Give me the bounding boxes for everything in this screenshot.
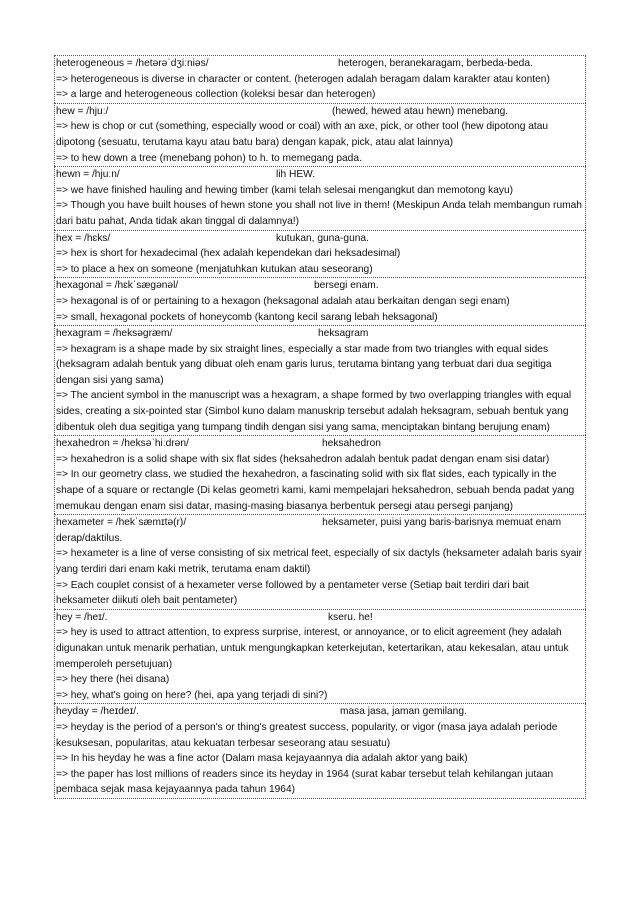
dictionary-entry xyxy=(54,230,586,278)
example-line: => In our geometry class, we studied the hexahedron, a fascinating solid with six flat sides, each typically in the shape of a square or rectangle (Di kelas geometri kami, kami mempelajari heksahedron, sebuah benda padat yang memukau dengan enam sisi datar, masing-masing biasanya berbentuk persegi atau persegi panjang) xyxy=(56,469,575,512)
translation: heksameter, puisi yang baris-barisnya memuat enam derap/daktilus. xyxy=(56,517,562,544)
translation: lih HEW. xyxy=(276,169,316,181)
translation: kutukan, guna-guna. xyxy=(276,232,369,244)
translation: heterogen, beranekaragam, berbeda-beda. xyxy=(338,58,533,69)
example-line: => Each couplet consist of a hexameter verse followed by a pentameter verse (Setiap bait terdiri dari bait heksameter diikuti oleh bait pentameter) xyxy=(56,579,529,607)
entry-header xyxy=(56,104,583,120)
entry-header xyxy=(56,326,583,342)
entry-header xyxy=(56,278,583,294)
headword: heyday = /heɪdeɪ/. xyxy=(56,706,139,718)
example-line: => hey, what's going on here? (hei, apa yang terjadi di sini?) xyxy=(56,689,328,701)
example-line: => the paper has lost millions of readers since its heyday in 1964 (surat kabar tersebut telah kehilangan jutaan pembaca sejak masa kejayaannya pada tahun 1964) xyxy=(56,768,554,796)
dictionary-entry xyxy=(54,103,586,166)
translation: heksahedron xyxy=(322,438,381,450)
headword: hexagonal = /hɛkˈsæɡənəl/ xyxy=(56,280,179,292)
dictionary-entry xyxy=(54,435,586,514)
example-line: => to place a hex on someone (menjatuhkan kutukan atau seseorang) xyxy=(56,263,373,275)
dictionary-entry xyxy=(54,277,586,325)
example-line: => small, hexagonal pockets of honeycomb (kantong kecil sarang lebah heksagonal) xyxy=(56,311,438,323)
entry-header xyxy=(56,167,583,183)
entry-header xyxy=(56,56,583,72)
example-line: => hexameter is a line of verse consisting of six metrical feet, especially of six dactyls (heksameter adalah baris syair yang terdiri dari enam kaki metrik, terutama enam daktil) xyxy=(56,548,583,575)
entry-header xyxy=(56,610,583,626)
example-line: => heterogeneous is diverse in character or content. (heterogen adalah beragam dalam karakter atau konten) xyxy=(56,73,550,85)
headword: hew = /hjuː/ xyxy=(56,105,109,117)
headword: hex = /hɛks/ xyxy=(56,232,111,244)
example-line: => hew is chop or cut (something, especially wood or coal) with an axe, pick, or other tool (hew dipotong atau dipotong (sesuatu, terutama kayu atau batu bara) dengan kapak, pick, atau alat lainnya) xyxy=(56,121,549,148)
example-line: => In his heyday he was a fine actor (Dalam masa kejayaannya dia adalah aktor yang baik) xyxy=(56,753,468,765)
translation: masa jasa, jaman gemilang. xyxy=(340,706,467,718)
headword: hewn = /hjuːn/ xyxy=(56,169,120,181)
dictionary-entry xyxy=(54,703,586,799)
example-line: => heyday is the period of a person's or thing's greatest success, popularity, or vigor (masa jaya adalah periode kesuksesan, popularitas, atau kekuatan terbesar seseorang atau sesuatu) xyxy=(56,721,558,749)
example-line: => hexahedron is a solid shape with six flat sides (heksahedron adalah bentuk padat dengan enam sisi datar) xyxy=(56,453,550,465)
example-line: => hexagonal is of or pertaining to a hexagon (heksagonal adalah atau berkaitan dengan segi enam) xyxy=(56,295,510,307)
entry-header xyxy=(56,436,583,452)
example-line: => hey there (hei disana) xyxy=(56,674,170,686)
example-line: => hey is used to attract attention, to express surprise, interest, or annoyance, or to elicit agreement (hey adalah digunakan untuk menarik perhatian, untuk mengungkapkan keterkejutan, ketertarikan, atau kekesalan, atau untuk memperoleh persetujuan) xyxy=(56,627,569,670)
example-line: => to hew down a tree (menebang pohon) to h. to memegang pada. xyxy=(56,152,362,164)
example-line: => Though you have built houses of hewn stone you shall not live in them! (Meskipun Anda telah membangun rumah dari batu pahat, Anda tidak akan tinggal di dalamnya!) xyxy=(56,200,582,227)
example-line: => hex is short for hexadecimal (hex adalah kependekan dari heksadesimal) xyxy=(56,248,401,260)
translation: kseru. he! xyxy=(328,611,373,623)
example-line: => hexagram is a shape made by six straight lines, especially a star made from two triangles with equal sides (heksagram adalah bentuk yang dibuat oleh enam garis lurus, terutama bintang yang terbuat dari dua segitiga dengan sisi yang sama) xyxy=(56,343,552,386)
headword: heterogeneous = /hetərəˈdʒiːniəs/ xyxy=(56,58,209,69)
example-line: => we have finished hauling and hewing timber (kami telah selesai mengangkut dan memotong kayu) xyxy=(56,184,514,196)
dictionary-entry xyxy=(54,55,586,103)
example-line: => a large and heterogeneous collection (koleksi besar dan heterogen) xyxy=(56,89,376,101)
dictionary-entry xyxy=(54,166,586,229)
headword: hexameter = /hekˈsæmɪtə(r)/ xyxy=(56,517,187,529)
translation: heksagram xyxy=(318,328,369,340)
headword: hey = /heɪ/. xyxy=(56,611,108,623)
example-line: => The ancient symbol in the manuscript was a hexagram, a shape formed by two overlapping triangles with equal sides, creating a six-pointed star (Simbol kuno dalam manuskrip tersebut adalah heksagram, sebuah bentuk yang dibentuk oleh dua segitiga yang tumpang tindih dengan sisi yang sama, menciptakan bintang berujung enam) xyxy=(56,390,572,433)
dictionary-entry xyxy=(54,325,586,435)
headword: hexagram = /heksəɡræm/ xyxy=(56,328,173,340)
dictionary-entry xyxy=(54,609,586,704)
translation: bersegi enam. xyxy=(314,280,379,292)
entry-header xyxy=(56,231,583,247)
translation: (hewed, hewed atau hewn) menebang. xyxy=(332,105,509,117)
dictionary-entry xyxy=(54,514,586,609)
entry-header xyxy=(56,515,583,546)
entry-header xyxy=(56,704,583,720)
dictionary-sheet xyxy=(54,55,586,799)
headword: hexahedron = /heksəˈhiːdrən/ xyxy=(56,438,189,450)
